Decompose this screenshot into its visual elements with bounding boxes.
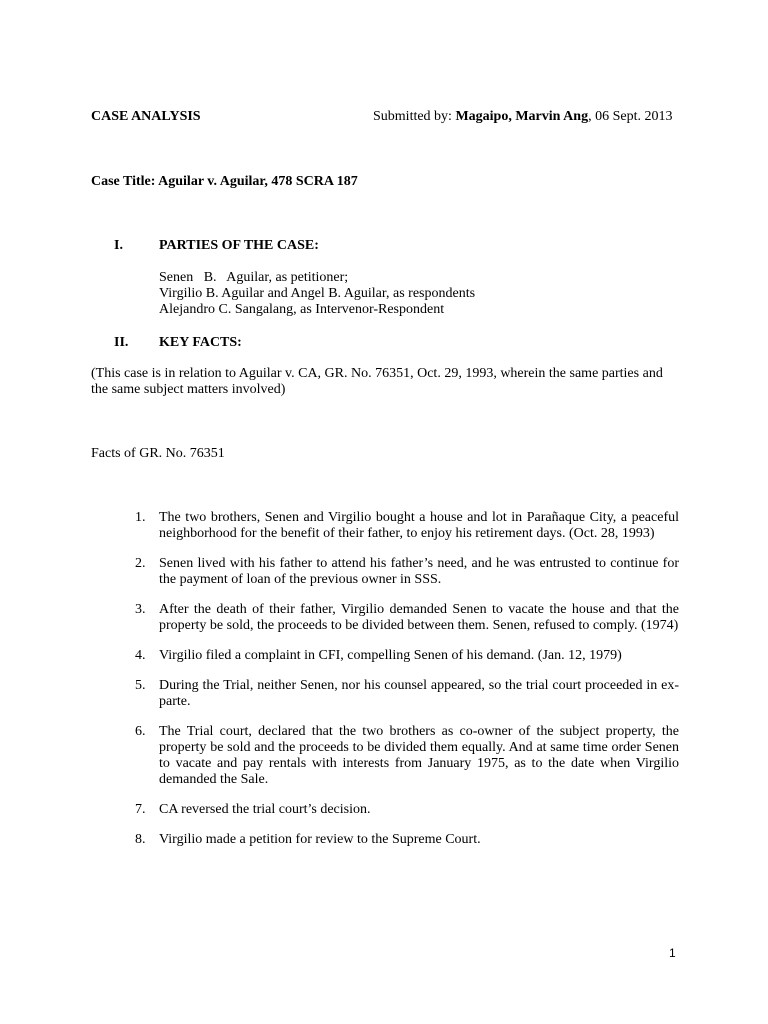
section-title: PARTIES OF THE CASE: <box>159 238 319 253</box>
facts-list <box>135 510 679 862</box>
facts-heading: Facts of GR. No. 76351 <box>91 446 225 461</box>
list-item-text: The Trial court, declared that the two brothers as co-owner of the subject property, the property be sold and the proceeds to be divided them equally. And at same time order Senen to vacate and pay rentals with interests from January 1975, as to the date when Virgilio demanded the Sale. <box>159 724 679 787</box>
list-item-number: 7. <box>135 802 146 817</box>
list-item-number: 1. <box>135 510 146 525</box>
list-item-text: During the Trial, neither Senen, nor his counsel appeared, so the trial court proceeded in ex-parte. <box>159 678 679 709</box>
submitted-label: Submitted by: <box>373 109 456 124</box>
list-item-text: Senen lived with his father to attend his father’s need, and he was entrusted to continue for the payment of loan of the previous owner in SSS. <box>159 556 679 587</box>
list-item-number: 2. <box>135 556 146 571</box>
party-line: Alejandro C. Sangalang, as Intervenor-Respondent <box>159 302 445 317</box>
parties-list <box>159 270 719 318</box>
list-item <box>135 648 679 664</box>
list-item-text: After the death of their father, Virgilio demanded Senen to vacate the house and that the property be sold, the proceeds to be divided between them. Senen, refused to comply. (1974) <box>159 602 679 633</box>
list-item-text: CA reversed the trial court’s decision. <box>159 802 371 817</box>
list-item <box>135 602 679 634</box>
list-item-number: 8. <box>135 832 146 847</box>
list-item <box>135 832 679 848</box>
list-item-text: The two brothers, Senen and Virgilio bought a house and lot in Parañaque City, a peaceful neighborhood for the benefit of their father, to enjoy his retirement days. (Oct. 28, 1993) <box>159 510 679 541</box>
party-line: Senen B. Aguilar, as petitioner; <box>159 270 349 285</box>
page-number: 1 <box>669 946 676 960</box>
party-line: Virgilio B. Aguilar and Angel B. Aguilar, as respondents <box>159 286 476 301</box>
document-heading: CASE ANALYSIS <box>91 109 201 124</box>
list-item-text: Virgilio filed a complaint in CFI, compelling Senen of his demand. (Jan. 12, 1979) <box>159 648 622 663</box>
author-name: Magaipo, Marvin Ang <box>455 109 589 124</box>
list-item-number: 3. <box>135 602 146 617</box>
submitted-by-line <box>373 109 672 125</box>
section-number: II. <box>114 335 129 350</box>
list-item-number: 4. <box>135 648 146 663</box>
case-title: Case Title: Aguilar v. Aguilar, 478 SCRA 187 <box>91 174 358 189</box>
list-item-text: Virgilio made a petition for review to the Supreme Court. <box>159 832 481 847</box>
case-note: (This case is in relation to Aguilar v. CA, GR. No. 76351, Oct. 29, 1993, wherein the same parties and the same subject matters involved) <box>91 366 663 397</box>
list-item <box>135 678 679 710</box>
list-item <box>135 510 679 542</box>
list-item-number: 6. <box>135 724 146 739</box>
list-item <box>135 802 679 818</box>
list-item-number: 5. <box>135 678 146 693</box>
section-number: I. <box>114 238 123 253</box>
section-title: KEY FACTS: <box>159 335 242 350</box>
list-item <box>135 556 679 588</box>
submission-date: , 06 Sept. 2013 <box>588 109 673 124</box>
list-item <box>135 724 679 788</box>
